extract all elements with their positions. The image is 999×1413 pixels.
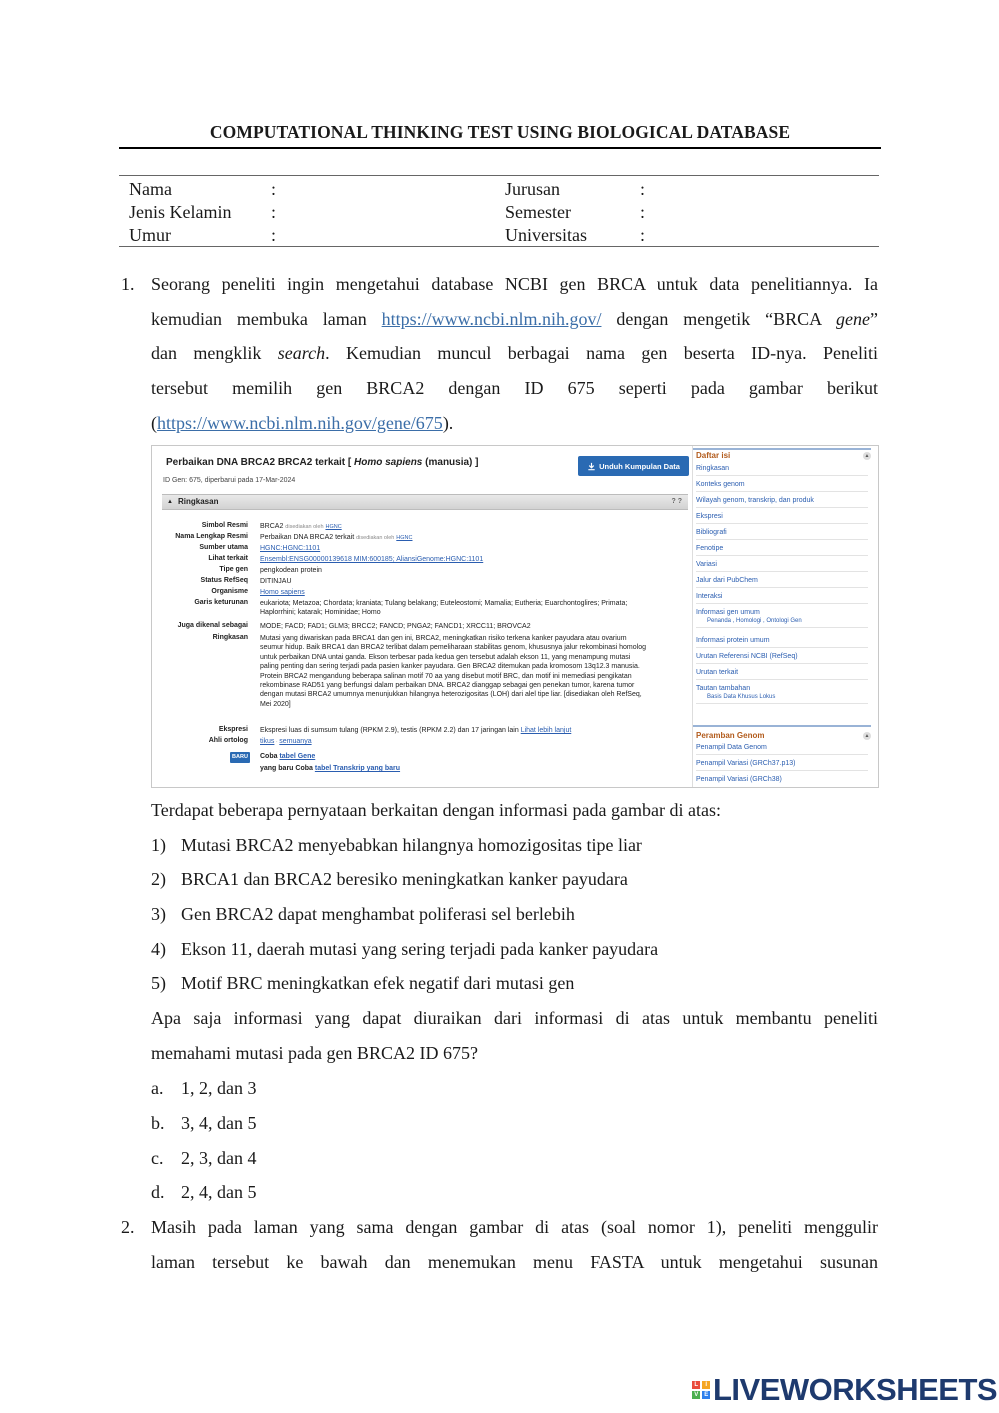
text: (manusia) ]: [425, 457, 479, 468]
text: Protein BRCA2 mengandung beberapa salinan motif 70 aa yang disebut motif BRC, dan motif ini memediasi pengikatan: [260, 672, 632, 680]
statements-intro: Terdapat beberapa pernyataan berkaitan dengan informasi pada gambar di atas:: [151, 800, 721, 820]
info-label: Universitas: [505, 225, 587, 245]
text: disediakan oleh: [356, 535, 395, 541]
field-value: [260, 726, 571, 735]
new-badge: BARU: [230, 752, 250, 763]
field-value: pengkodean protein: [260, 567, 322, 574]
hgnc-link[interactable]: HGNC: [396, 535, 413, 541]
info-colon: :: [640, 179, 646, 199]
try-transcript-table: [260, 764, 400, 773]
toc-item[interactable]: [696, 609, 868, 628]
info-label: Jurusan: [505, 179, 560, 199]
sidebar-divider: [693, 725, 871, 727]
field-value: [260, 599, 627, 618]
collapse-icon: ▲: [167, 499, 173, 505]
question-1-stem: [151, 267, 878, 440]
option-c[interactable]: 2, 3, dan 4: [181, 1148, 257, 1168]
field-label: Garis keturunan: [194, 599, 248, 606]
toc-item[interactable]: Urutan terkait: [696, 669, 868, 680]
info-colon: :: [271, 202, 277, 222]
section-controls[interactable]: ? ?: [671, 498, 682, 505]
text: Informasi gen umum: [696, 609, 760, 616]
statement: Gen BRCA2 dapat menghambat poliferasi sel berlebih: [181, 904, 575, 924]
all-link[interactable]: semuanya: [279, 738, 312, 745]
info-label: Umur: [129, 225, 171, 245]
try-gene-table: [260, 752, 315, 761]
text: dengan mutasi BRCA2 umumnya menunjukkan hilangnya heterozigositas (LOH) dari alel tipe liar. [disediakan oleh RefSeq,: [260, 691, 642, 699]
info-label: Semester: [505, 202, 571, 222]
toc-item[interactable]: Interaksi: [696, 593, 868, 604]
text: Ekspresi luas di sumsum tulang (RPKM 2.9), testis (RPKM 2.2) dan 17 jaringan lain: [260, 727, 519, 734]
text: dan mengklik: [151, 343, 262, 364]
text: rekombinase RAD51 yang berfungsi dalam perbaikan DNA. BRCA2 dianggap sebagai gen penekan tumor, karena tumor: [260, 682, 635, 690]
text: . Kemudian muncul berbagai nama gen beserta ID-nya. Peneliti: [325, 343, 879, 364]
genome-browser-heading: Peramban Genom: [696, 731, 765, 740]
question-number: 1.: [121, 274, 135, 294]
toc-item[interactable]: Ekspresi: [696, 513, 868, 524]
field-label: Organisme: [211, 588, 248, 595]
statement: BRCA1 dan BRCA2 beresiko meningkatkan kanker payudara: [181, 869, 628, 889]
field-label: Ringkasan: [212, 634, 248, 641]
statement: Motif BRC meningkatkan efek negatif dari mutasi gen: [181, 973, 575, 993]
toc-item[interactable]: Fenotipe: [696, 545, 868, 556]
text: seumur hidup. Baik BRCA1 dan BRCA2 terlibat dalam pemeliharaan stabilitas genom, khususnya jalur rekombinasi homolog: [260, 644, 646, 652]
text: Haplorrhini; katarak; Hominidae; Homo: [260, 609, 381, 617]
mouse-link[interactable]: tikus: [260, 738, 275, 745]
logo-mark-cell: L: [692, 1381, 700, 1389]
section-title: Ringkasan: [178, 497, 219, 506]
field-value: DITINJAU: [260, 578, 292, 585]
text: untuk perbaikan DNA untai ganda. Ekson terbesar pada kedua gen tersebut adalah ekson 11, yang menampung mutasi: [260, 653, 631, 661]
text: ).: [442, 412, 454, 433]
info-colon: :: [271, 225, 277, 245]
option-letter: a.: [151, 1078, 164, 1098]
stem-line: [151, 302, 878, 337]
ask-line: memahami mutasi pada gen BRCA2 ID 675?: [151, 1042, 478, 1063]
statement-number: 5): [151, 973, 166, 993]
statement-number: 3): [151, 904, 166, 924]
text: Perbaikan DNA BRCA2 terkait: [260, 534, 355, 541]
hgnc-link[interactable]: HGNC: [325, 524, 342, 530]
logo-mark-cell: I: [702, 1381, 710, 1389]
gene-id: ID Gen: 675, diperbarui pada 17-Mar-2024: [163, 477, 296, 484]
collapse-toc-button[interactable]: ▲: [864, 453, 870, 459]
text: yang baru Coba: [260, 765, 313, 772]
question-number: 2.: [121, 1217, 135, 1237]
field-label: Ahli ortolog: [208, 737, 248, 744]
option-d[interactable]: 2, 4, dan 5: [181, 1182, 257, 1202]
gene-675-link[interactable]: https://www.ncbi.nlm.nih.gov/gene/675: [157, 412, 443, 433]
gene-table-link[interactable]: tabel Gene: [279, 753, 316, 760]
field-label: Lihat terkait: [208, 555, 248, 562]
field-label: Simbol Resmi: [201, 522, 248, 529]
stem-line: Seorang peneliti ingin mengetahui database NCBI gen BRCA untuk data penelitiannya. Ia: [151, 274, 878, 294]
toc-item[interactable]: Wilayah genom, transkrip, dan produk: [696, 497, 868, 508]
text: BRCA2: [260, 523, 284, 530]
option-letter: b.: [151, 1113, 165, 1133]
download-label: Unduh Kumpulan Data: [599, 461, 680, 471]
stem-line: tersebut memilih gen BRCA2 dengan ID 675 seperti pada gambar berikut: [151, 378, 878, 399]
text: ”: [870, 308, 878, 329]
ncbi-gene-screenshot: [151, 445, 879, 788]
logo-mark-icon: [692, 1381, 710, 1399]
toc-subitems[interactable]: Penanda , Homologi , Ontologi Gen: [707, 618, 802, 624]
text: Mutasi yang diwariskan pada BRCA1 dan gen ini, BRCA2, meningkatkan risiko terkena kanker payudara atau ovarium: [260, 635, 627, 642]
stem-line: Masih pada laman yang sama dengan gambar di atas (soal nomor 1), peneliti menggulir: [151, 1217, 878, 1237]
field-label: Sumber utama: [199, 544, 248, 551]
text: Coba: [260, 753, 278, 760]
stem-line: [151, 406, 878, 441]
text-italic: search: [277, 343, 326, 364]
statement-number: 2): [151, 869, 166, 889]
text: eukariota; Metazoa; Chordata; kraniata; Tulang belakang; Euteleostomi; Mamalia; Eutheria; Euarchontoglires; Primata;: [260, 600, 628, 607]
field-label: Juga dikenal sebagai: [177, 622, 248, 629]
field-label: Status RefSeq: [200, 577, 248, 584]
student-info-table: [119, 175, 879, 247]
text-italic: gene: [836, 308, 870, 329]
logo-mark-cell: E: [702, 1391, 710, 1399]
text: ·: [274, 739, 280, 745]
genome-browser-item[interactable]: Penampil Variasi (GRCh38): [696, 776, 782, 783]
ncbi-link[interactable]: https://www.ncbi.nlm.nih.gov/: [381, 308, 602, 329]
transcript-table-link[interactable]: tabel Transkrip yang baru: [314, 765, 401, 772]
toc-item[interactable]: Informasi protein umum: [696, 637, 868, 648]
table-of-contents-sidebar: [692, 446, 879, 787]
toc-item[interactable]: Bibliografi: [696, 529, 868, 540]
genome-browser-item[interactable]: Penampil Data Genom: [696, 744, 868, 755]
text: kemudian membuka laman: [151, 308, 367, 329]
download-icon: [587, 462, 596, 471]
text: (: [151, 412, 157, 433]
field-value: [260, 522, 342, 532]
toc-subitems[interactable]: Basis Data Khusus Lokus: [707, 694, 776, 700]
toc-item[interactable]: Urutan Referensi NCBI (RefSeq): [696, 653, 868, 664]
logo-text: LIVEWORKSHEETS: [713, 1372, 998, 1407]
info-colon: :: [271, 179, 277, 199]
option-a[interactable]: 1, 2, dan 3: [181, 1078, 257, 1098]
toc-heading: Daftar isi: [696, 451, 731, 460]
see-related-link[interactable]: Ensembl:ENSG00000139618 MIM:600185; AliansiGenome:HGNC:1101: [260, 556, 484, 563]
gene-title: [166, 457, 479, 468]
statement-number: 4): [151, 939, 166, 959]
logo-mark-cell: V: [692, 1391, 700, 1399]
text: paling penting dan sering terjadi pada pasien kanker payudara. Gen BRCA2 ditemukan pada kromosom 13q12.3 manusia.: [260, 663, 640, 671]
genome-browser-item[interactable]: Penampil Variasi (GRCh37.p13): [696, 760, 868, 771]
text: dengan mengetik “BRCA: [616, 308, 822, 329]
page-title: COMPUTATIONAL THINKING TEST USING BIOLOGICAL DATABASE: [209, 122, 791, 142]
stem-line: [151, 336, 878, 371]
statement: Mutasi BRCA2 menyebabkan hilangnya homozigositas tipe liar: [181, 835, 642, 855]
toc-item[interactable]: [696, 685, 868, 704]
field-label: Tipe gen: [219, 566, 248, 573]
text: disediakan oleh: [285, 524, 324, 530]
question-2-stem: [151, 1210, 878, 1279]
toc-item[interactable]: Variasi: [696, 561, 868, 572]
text-italic: Homo sapiens: [354, 457, 423, 468]
toc-item[interactable]: Jalur dari PubChem: [696, 577, 868, 588]
sidebar-divider: [693, 448, 871, 450]
collapse-genome-button[interactable]: ▲: [864, 733, 870, 739]
option-b[interactable]: 3, 4, dan 5: [181, 1113, 257, 1133]
liveworksheets-logo: [692, 1374, 997, 1406]
statement: Ekson 11, daerah mutasi yang sering terjadi pada kanker payudara: [181, 939, 659, 959]
info-label: Jenis Kelamin: [129, 202, 232, 222]
question-1-ask: [151, 1001, 878, 1070]
info-colon: :: [640, 225, 646, 245]
stem-line: laman tersebut ke bawah dan menemukan menu FASTA untuk mengetahui susunan: [151, 1251, 878, 1272]
title-rule: [119, 147, 881, 149]
toc-item[interactable]: Ringkasan: [696, 465, 868, 476]
text: Mei 2020]: [260, 700, 291, 708]
option-letter: c.: [151, 1148, 164, 1168]
field-value: [260, 533, 413, 543]
download-dataset-button[interactable]: [578, 456, 689, 476]
field-label: Nama Lengkap Resmi: [175, 533, 248, 540]
primary-source-link[interactable]: HGNC:HGNC:1101: [260, 545, 321, 552]
field-label: Ekspresi: [218, 726, 248, 733]
field-value: [260, 737, 312, 747]
toc-item[interactable]: Konteks genom: [696, 481, 868, 492]
option-letter: d.: [151, 1182, 165, 1202]
see-more-link[interactable]: Lihat lebih lanjut: [520, 727, 572, 734]
summary-section-header[interactable]: [162, 494, 688, 510]
summary-text: [260, 634, 646, 709]
field-value: MODE; FACD; FAD1; GLM3; BRCC2; FANCD; PNGA2; FANCD1; XRCC11; BROVCA2: [260, 623, 531, 630]
info-colon: :: [640, 202, 646, 222]
text: Perbaikan DNA BRCA2 BRCA2 terkait [: [166, 457, 352, 468]
statement-number: 1): [151, 835, 166, 855]
organism-link[interactable]: Homo sapiens: [260, 589, 305, 596]
text: Tautan tambahan: [696, 685, 751, 692]
info-label: Nama: [129, 179, 172, 199]
ask-line: Apa saja informasi yang dapat diuraikan dari informasi di atas untuk membantu peneliti: [151, 1008, 878, 1028]
